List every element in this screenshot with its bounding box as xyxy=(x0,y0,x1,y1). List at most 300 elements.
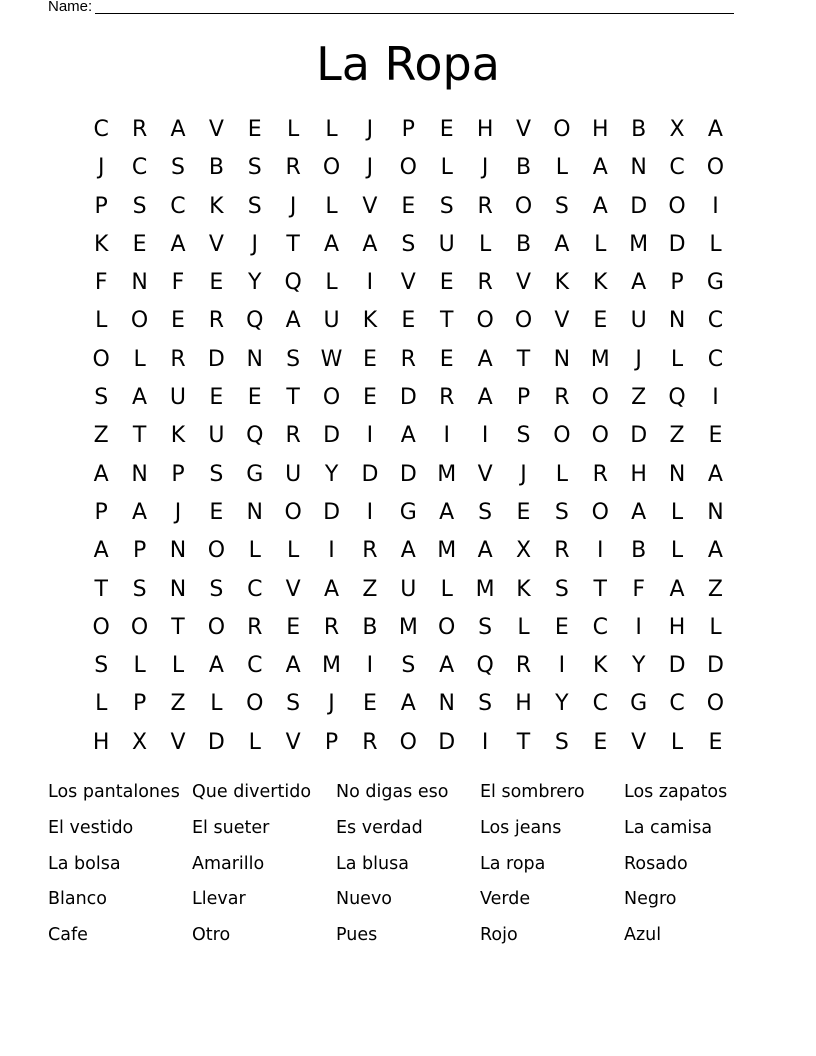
word-bank-item: Los jeans xyxy=(480,817,562,838)
grid-letter: D xyxy=(438,729,456,755)
grid-letter: O xyxy=(246,691,264,717)
grid-letter: J xyxy=(289,193,297,219)
grid-letter: C xyxy=(707,346,724,372)
grid-letter: O xyxy=(706,691,725,717)
grid-letter: O xyxy=(553,117,571,142)
grid-letter: Q xyxy=(284,270,302,296)
grid-letter: E xyxy=(247,117,262,142)
grid-letter: L xyxy=(440,155,453,181)
page-title: La Ropa xyxy=(316,37,500,91)
grid-letter: Q xyxy=(476,653,494,679)
word-bank-item: El sueter xyxy=(192,817,270,838)
word-bank-item: Nuevo xyxy=(336,889,393,910)
word-bank xyxy=(48,774,788,953)
grid-letter: O xyxy=(130,614,149,640)
grid-row xyxy=(82,685,738,723)
grid-letter: O xyxy=(706,155,725,181)
grid-letter: K xyxy=(209,193,224,219)
grid-letter: J xyxy=(366,117,374,142)
grid-letter: O xyxy=(92,346,110,372)
grid-letter: O xyxy=(207,614,226,640)
grid-letter: A xyxy=(477,538,493,564)
grid-letter: A xyxy=(400,423,416,449)
grid-letter: L xyxy=(248,538,261,564)
grid-letter: N xyxy=(707,499,724,525)
grid-letter: Q xyxy=(246,308,264,334)
grid-letter: R xyxy=(554,385,570,411)
grid-letter: A xyxy=(170,231,186,257)
grid-letter: S xyxy=(132,193,147,219)
grid-letter: M xyxy=(437,538,457,564)
grid-letter: L xyxy=(517,614,530,640)
grid-letter: E xyxy=(516,499,531,525)
grid-letter: A xyxy=(400,691,416,717)
grid-letter: V xyxy=(631,729,647,755)
grid-letter: O xyxy=(591,423,609,449)
grid-letter: R xyxy=(554,538,570,564)
grid-letter: O xyxy=(591,385,609,411)
grid-letter: L xyxy=(95,308,108,334)
grid-letter: L xyxy=(133,653,146,679)
grid-letter: V xyxy=(554,308,570,334)
grid-letter: R xyxy=(362,729,378,755)
word-bank-item: Los pantalones xyxy=(48,782,180,802)
word-bank-item: El vestido xyxy=(48,817,134,838)
grid-row xyxy=(82,379,738,417)
grid-letter: Y xyxy=(248,270,262,296)
grid-row xyxy=(82,264,738,302)
grid-row xyxy=(82,571,738,609)
grid-letter: E xyxy=(554,614,569,640)
grid-letter: N xyxy=(438,691,455,717)
grid-letter: B xyxy=(208,155,224,181)
grid-letter: L xyxy=(555,155,569,181)
grid-letter: T xyxy=(439,308,454,334)
grid-letter: W xyxy=(320,346,343,372)
grid-letter: E xyxy=(171,308,185,334)
grid-letter: I xyxy=(481,729,489,755)
grid-letter: I xyxy=(481,423,489,449)
grid-letter: D xyxy=(668,231,686,257)
grid-letter: T xyxy=(171,614,185,640)
word-bank-item: Amarillo xyxy=(192,853,265,874)
grid-letter: A xyxy=(93,538,109,564)
grid-letter: E xyxy=(209,499,224,525)
grid-letter: G xyxy=(246,461,264,487)
grid-letter: I xyxy=(712,193,719,219)
grid-letter: L xyxy=(478,231,492,257)
grid-letter: A xyxy=(170,117,186,142)
grid-letter: V xyxy=(515,117,532,142)
grid-letter: A xyxy=(93,461,109,487)
grid-letter: V xyxy=(515,270,532,296)
grid-letter: C xyxy=(592,614,608,640)
grid-letter: E xyxy=(286,614,301,640)
grid-letter: Z xyxy=(362,576,378,602)
grid-letter: R xyxy=(131,117,148,142)
grid-row xyxy=(82,647,738,685)
grid-letter: S xyxy=(286,691,301,717)
grid-row xyxy=(82,188,738,226)
grid-letter: V xyxy=(170,729,186,755)
grid-letter: O xyxy=(476,308,494,334)
grid-letter: G xyxy=(706,270,724,296)
grid-letter: E xyxy=(209,385,224,411)
grid-letter: V xyxy=(208,231,224,257)
grid-letter: A xyxy=(400,538,416,564)
grid-letter: R xyxy=(400,346,416,372)
grid-letter: L xyxy=(325,117,338,142)
grid-letter: E xyxy=(439,346,454,372)
grid-letter: S xyxy=(286,346,301,372)
grid-letter: O xyxy=(553,423,571,449)
grid-letter: E xyxy=(209,270,224,296)
grid-row xyxy=(82,494,738,532)
grid-letter: L xyxy=(287,538,300,564)
grid-letter: M xyxy=(437,461,457,487)
word-bank-item: La blusa xyxy=(336,853,409,874)
grid-letter: B xyxy=(631,117,647,142)
grid-letter: O xyxy=(399,155,417,181)
grid-letter: A xyxy=(208,653,224,679)
grid-letter: R xyxy=(592,461,608,487)
word-bank-item: Pues xyxy=(336,925,378,946)
grid-letter: R xyxy=(477,270,493,296)
grid-letter: E xyxy=(593,729,608,755)
grid-letter: S xyxy=(554,193,569,219)
grid-letter: S xyxy=(554,576,569,602)
grid-letter: S xyxy=(132,576,147,602)
grid-letter: E xyxy=(708,729,723,755)
grid-letter: A xyxy=(285,653,301,679)
grid-letter: R xyxy=(208,308,225,334)
grid-letter: K xyxy=(170,423,186,449)
grid-letter: H xyxy=(668,614,686,640)
word-bank-item: Es verdad xyxy=(336,817,423,838)
grid-letter: A xyxy=(592,193,608,219)
grid-letter: I xyxy=(328,538,335,564)
grid-letter: Q xyxy=(668,385,686,411)
grid-letter: A xyxy=(439,499,455,525)
grid-letter: A xyxy=(132,385,148,411)
grid-letter: K xyxy=(593,653,608,679)
grid-row xyxy=(82,724,738,762)
grid-letter: F xyxy=(94,270,108,296)
grid-letter: O xyxy=(591,499,609,525)
grid-letter: A xyxy=(707,538,723,564)
grid-letter: M xyxy=(398,614,418,640)
grid-letter: O xyxy=(668,193,686,219)
grid-row xyxy=(82,149,738,187)
word-bank-item: Blanco xyxy=(48,889,108,910)
grid-letter: B xyxy=(515,155,532,181)
grid-row xyxy=(82,609,738,647)
word-bank-item: El sombrero xyxy=(480,782,585,802)
grid-letter: K xyxy=(362,308,378,334)
grid-letter: L xyxy=(325,270,338,296)
grid-letter: D xyxy=(668,653,686,679)
grid-letter: H xyxy=(92,729,110,755)
grid-letter: N xyxy=(131,270,148,296)
grid-letter: D xyxy=(630,423,648,449)
grid-letter: I xyxy=(366,423,374,449)
grid-letter: L xyxy=(670,538,684,564)
word-bank-item: Que divertido xyxy=(192,782,312,802)
grid-letter: S xyxy=(94,653,109,679)
grid-letter: A xyxy=(439,653,455,679)
grid-letter: U xyxy=(285,461,302,487)
grid-letter: L xyxy=(171,653,185,679)
letter-grid xyxy=(82,111,738,762)
grid-letter: C xyxy=(592,691,608,717)
grid-letter: Y xyxy=(324,461,339,487)
grid-letter: E xyxy=(362,346,377,372)
name-blank-line xyxy=(95,0,734,14)
grid-letter: Z xyxy=(631,385,647,411)
grid-letter: O xyxy=(284,499,302,525)
grid-letter: X xyxy=(669,117,685,142)
grid-letter: P xyxy=(132,691,147,717)
grid-letter: O xyxy=(514,193,533,219)
grid-letter: V xyxy=(362,193,378,219)
word-bank-item: La ropa xyxy=(480,853,546,874)
grid-letter: G xyxy=(630,691,648,717)
grid-letter: L xyxy=(95,691,108,717)
word-bank-item: La bolsa xyxy=(48,853,121,874)
grid-letter: P xyxy=(171,461,185,487)
grid-letter: P xyxy=(401,117,415,142)
grid-letter: N xyxy=(131,461,148,487)
grid-letter: U xyxy=(400,576,417,602)
grid-letter: P xyxy=(94,193,108,219)
name-field xyxy=(48,0,748,18)
grid-letter: V xyxy=(400,270,416,296)
grid-row xyxy=(82,417,738,455)
grid-letter: Z xyxy=(707,576,723,602)
grid-letter: A xyxy=(631,270,647,296)
grid-letter: Z xyxy=(93,423,109,449)
grid-letter: A xyxy=(669,576,685,602)
grid-letter: L xyxy=(709,231,722,257)
grid-letter: I xyxy=(635,614,642,640)
grid-letter: H xyxy=(592,117,609,142)
word-bank-item: Rosado xyxy=(624,853,688,874)
grid-letter: A xyxy=(707,461,723,487)
grid-letter: X xyxy=(515,538,532,564)
word-bank-item: Verde xyxy=(480,889,531,910)
grid-letter: C xyxy=(247,653,263,679)
grid-letter: D xyxy=(361,461,379,487)
grid-letter: D xyxy=(399,461,417,487)
grid-letter: R xyxy=(247,614,263,640)
grid-letter: T xyxy=(94,576,108,602)
word-bank-item: Otro xyxy=(192,925,231,946)
grid-letter: P xyxy=(670,270,684,296)
grid-letter: A xyxy=(592,155,608,181)
grid-letter: L xyxy=(670,346,684,372)
grid-letter: A xyxy=(324,576,340,602)
grid-letter: S xyxy=(209,461,224,487)
grid-letter: D xyxy=(323,499,341,525)
grid-letter: R xyxy=(170,346,186,372)
grid-letter: V xyxy=(285,576,301,602)
grid-row xyxy=(82,111,738,149)
grid-letter: E xyxy=(362,691,377,717)
grid-letter: L xyxy=(287,117,300,142)
word-bank-item: Rojo xyxy=(480,925,518,946)
grid-row xyxy=(82,226,738,264)
grid-letter: L xyxy=(670,729,684,755)
grid-letter: U xyxy=(438,231,455,257)
grid-letter: U xyxy=(630,308,647,334)
grid-letter: T xyxy=(516,346,531,372)
grid-letter: A xyxy=(132,499,148,525)
grid-letter: J xyxy=(328,691,335,717)
grid-letter: O xyxy=(130,308,149,334)
grid-letter: M xyxy=(475,576,495,602)
grid-letter: T xyxy=(516,729,531,755)
grid-letter: O xyxy=(322,155,341,181)
grid-letter: V xyxy=(285,729,301,755)
grid-letter: T xyxy=(286,231,300,257)
grid-letter: S xyxy=(247,155,262,181)
grid-letter: K xyxy=(554,270,570,296)
grid-letter: R xyxy=(285,155,301,181)
grid-letter: A xyxy=(477,346,493,372)
word-bank-item: Negro xyxy=(624,889,677,910)
grid-letter: D xyxy=(207,729,225,755)
grid-letter: C xyxy=(247,576,263,602)
grid-letter: U xyxy=(169,385,187,411)
grid-letter: E xyxy=(247,385,262,411)
grid-letter: I xyxy=(366,499,374,525)
grid-letter: A xyxy=(631,499,647,525)
grid-letter: A xyxy=(707,117,723,142)
grid-letter: T xyxy=(286,385,300,411)
grid-letter: S xyxy=(247,193,262,219)
grid-letter: T xyxy=(593,576,607,602)
grid-letter: L xyxy=(210,691,223,717)
grid-letter: S xyxy=(554,499,569,525)
grid-letter: F xyxy=(171,270,185,296)
grid-letter: N xyxy=(553,346,571,372)
grid-letter: A xyxy=(477,385,493,411)
grid-letter: U xyxy=(323,308,340,334)
grid-letter: S xyxy=(439,193,454,219)
grid-letter: U xyxy=(208,423,225,449)
grid-row xyxy=(82,341,738,379)
grid-letter: L xyxy=(555,461,569,487)
grid-letter: J xyxy=(251,231,258,257)
grid-letter: L xyxy=(670,499,684,525)
grid-letter: E xyxy=(439,270,454,296)
grid-row xyxy=(82,456,738,494)
grid-letter: D xyxy=(323,423,341,449)
grid-letter: C xyxy=(170,193,186,219)
grid-letter: N xyxy=(668,308,686,334)
grid-letter: A xyxy=(554,231,570,257)
grid-letter: R xyxy=(285,423,301,449)
grid-letter: I xyxy=(443,423,450,449)
grid-letter: S xyxy=(94,385,109,411)
grid-letter: N xyxy=(246,346,263,372)
grid-letter: A xyxy=(324,231,340,257)
grid-letter: E xyxy=(401,308,416,334)
grid-letter: Q xyxy=(246,423,264,449)
grid-letter: L xyxy=(133,346,146,372)
grid-letter: R xyxy=(439,385,455,411)
word-bank-item: No digas eso xyxy=(336,782,449,802)
grid-letter: M xyxy=(590,346,610,372)
word-bank-item: Cafe xyxy=(48,925,88,946)
grid-letter: J xyxy=(174,499,182,525)
grid-letter: S xyxy=(401,653,416,679)
grid-letter: V xyxy=(208,117,224,142)
grid-letter: B xyxy=(362,614,378,640)
name-label: Name: xyxy=(48,0,93,15)
word-bank-item: Llevar xyxy=(192,889,246,910)
grid-letter: O xyxy=(438,614,456,640)
grid-letter: Y xyxy=(555,691,569,717)
grid-letter: O xyxy=(207,538,226,564)
word-bank-item: Azul xyxy=(624,925,662,946)
grid-letter: O xyxy=(399,729,417,755)
grid-letter: C xyxy=(131,155,148,181)
grid-letter: C xyxy=(669,155,685,181)
grid-letter: P xyxy=(94,499,108,525)
grid-letter: A xyxy=(362,231,378,257)
grid-letter: P xyxy=(324,729,339,755)
grid-letter: O xyxy=(92,614,110,640)
grid-letter: S xyxy=(554,729,569,755)
grid-letter: M xyxy=(629,231,649,257)
grid-letter: N xyxy=(169,538,187,564)
grid-letter: A xyxy=(285,308,301,334)
grid-letter: I xyxy=(366,653,374,679)
grid-letter: S xyxy=(401,231,416,257)
grid-letter: S xyxy=(209,576,224,602)
grid-letter: E xyxy=(708,423,723,449)
grid-letter: H xyxy=(476,117,494,142)
word-bank-item: Los zapatos xyxy=(624,782,728,802)
grid-letter: L xyxy=(709,614,722,640)
grid-letter: E xyxy=(132,231,147,257)
grid-letter: S xyxy=(478,691,493,717)
grid-row xyxy=(82,532,738,570)
grid-letter: H xyxy=(630,461,647,487)
grid-letter: S xyxy=(478,499,493,525)
grid-letter: Z xyxy=(170,691,186,717)
grid-letter: B xyxy=(631,538,647,564)
grid-letter: N xyxy=(169,576,187,602)
grid-letter: C xyxy=(669,691,685,717)
grid-letter: J xyxy=(97,155,105,181)
grid-letter: I xyxy=(558,653,566,679)
grid-letter: O xyxy=(514,308,533,334)
grid-letter: R xyxy=(362,538,378,564)
grid-letter: T xyxy=(132,423,147,449)
grid-letter: L xyxy=(440,576,453,602)
grid-letter: P xyxy=(516,385,531,411)
grid-letter: J xyxy=(520,461,527,487)
grid-letter: N xyxy=(246,499,263,525)
grid-letter: M xyxy=(322,653,342,679)
grid-letter: E xyxy=(362,385,377,411)
grid-letter: H xyxy=(515,691,532,717)
grid-letter: L xyxy=(325,193,338,219)
grid-letter: D xyxy=(706,653,724,679)
grid-letter: D xyxy=(207,346,225,372)
